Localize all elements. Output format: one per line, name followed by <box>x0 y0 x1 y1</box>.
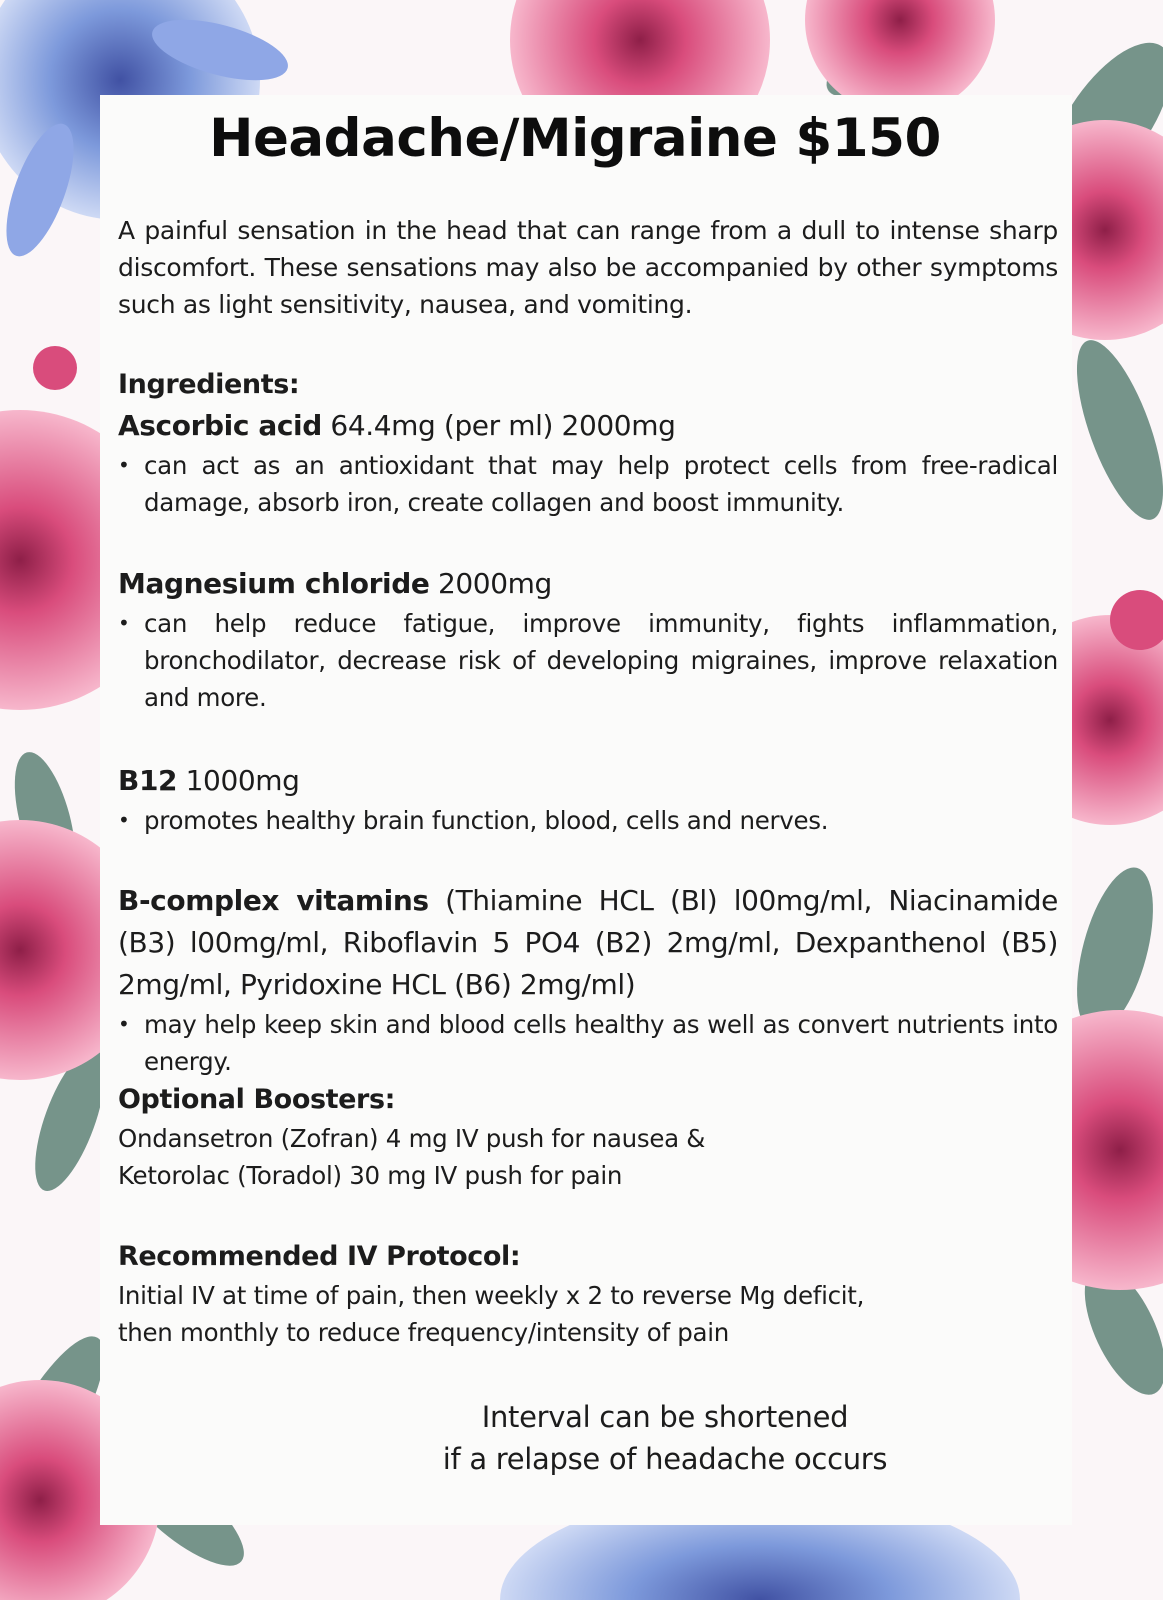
ingredient-benefit: • promotes healthy brain function, blood, cells and nerves. <box>118 802 1058 839</box>
protocol-section <box>118 1237 1058 1351</box>
ingredient-name: Ascorbic acid <box>118 409 322 442</box>
ingredient-benefit: • can act as an antioxidant that may help protect cells from free-radical damage, absorb iron, create collagen and boost immunity. <box>118 447 1058 521</box>
ingredient-b12 <box>118 760 1058 839</box>
ingredient-name: B12 <box>118 764 178 797</box>
ingredient-magnesium <box>118 563 1058 716</box>
protocol-heading: Recommended IV Protocol: <box>118 1241 521 1272</box>
ingredient-name: B-complex vitamins <box>118 884 429 917</box>
optional-boosters-section <box>118 1080 1058 1194</box>
protocol-line: Initial IV at time of pain, then weekly x 2 to reverse Mg deficit, <box>118 1281 865 1310</box>
booster-line: Ondansetron (Zofran) 4 mg IV push for nausea & <box>118 1124 706 1153</box>
booster-line: Ketorolac (Toradol) 30 mg IV push for pain <box>118 1161 623 1190</box>
ingredient-benefit: • can help reduce fatigue, improve immunity, fights inflammation, bronchodilator, decrease risk of developing migraines, improve relaxation and more. <box>118 605 1058 716</box>
page-title: Headache/Migraine $150 <box>209 108 941 169</box>
protocol-line: then monthly to reduce frequency/intensity of pain <box>118 1318 729 1347</box>
ingredient-b-complex <box>118 880 1058 1080</box>
boosters-heading: Optional Boosters: <box>118 1084 396 1115</box>
ingredient-dose: 64.4mg (per ml) 2000mg <box>330 409 676 442</box>
ingredients-heading: Ingredients: <box>118 369 300 400</box>
interval-note <box>420 1396 910 1480</box>
ingredient-benefit: • may help keep skin and blood cells healthy as well as convert nutrients into energy. <box>118 1006 1058 1080</box>
interval-note-line: if a relapse of headache occurs <box>442 1442 888 1476</box>
ingredient-name: Magnesium chloride <box>118 567 430 600</box>
intro-paragraph: A painful sensation in the head that can range from a dull to intense sharp discomfort. These sensations may also be accompanied by other symptoms such as light sensitivity, nausea, and vomiting. <box>118 216 1058 319</box>
ingredient-dose: 2000mg <box>437 567 552 600</box>
ingredient-dose: (Thiamine HCL (Bl) l00mg/ml, Niacinamide (B3) l00mg/ml, Riboflavin 5 PO4 (B2) 2mg/ml, Dexpanthenol (B5) 2mg/ml, Pyridoxine HCL (B6) 2mg/ml) <box>118 884 1058 1001</box>
ingredient-title <box>118 563 1058 605</box>
ingredient-title <box>118 405 1058 447</box>
ingredients-section <box>118 365 1058 521</box>
ingredient-dose: 1000mg <box>185 764 300 797</box>
interval-note-line: Interval can be shortened <box>481 1400 849 1434</box>
ingredient-title <box>118 880 1058 1006</box>
ingredient-title <box>118 760 1058 802</box>
